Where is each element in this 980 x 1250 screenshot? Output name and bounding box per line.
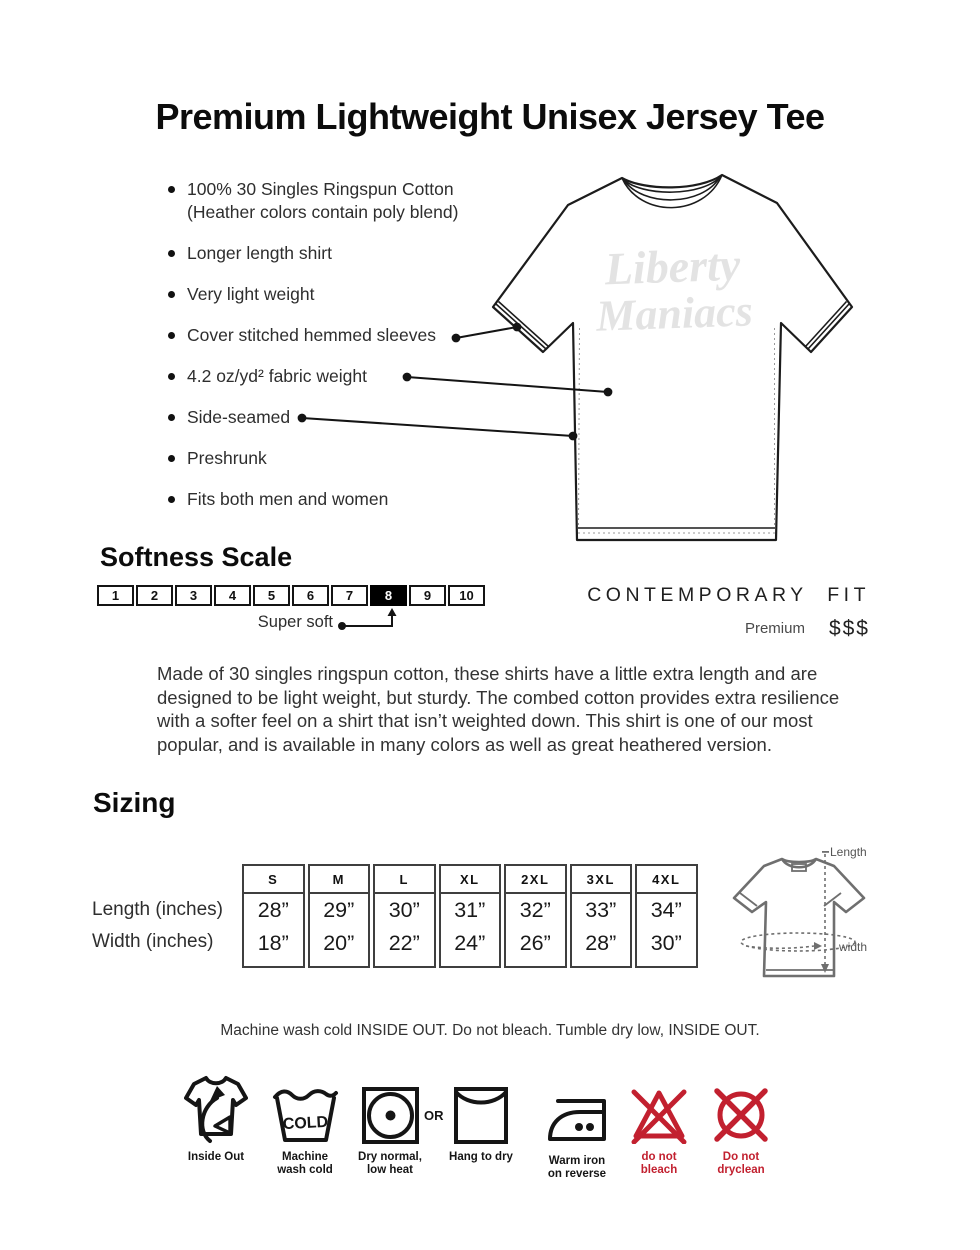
size-column-xl: XL 31” 24”	[439, 864, 502, 968]
do-not-dryclean-icon	[711, 1086, 771, 1144]
size-column-4xl: 4XL 34” 30”	[635, 864, 698, 968]
width-row-label: Width (inches)	[92, 931, 214, 952]
bullet-icon	[168, 414, 175, 421]
tier-label: Premium	[744, 620, 805, 637]
page-title: Premium Lightweight Unisex Jersey Tee	[155, 96, 825, 138]
do-not-bleach-icon	[630, 1084, 688, 1144]
sizing-table	[242, 864, 698, 968]
wash-cold-icon	[272, 1086, 339, 1144]
brand-watermark	[594, 239, 753, 341]
super-soft-label: Super soft	[257, 613, 333, 631]
scale-level-10: 10	[448, 585, 485, 606]
feature-item: Longer length shirt	[168, 242, 470, 265]
super-soft-arrow-icon	[337, 606, 399, 632]
sizing-heading: Sizing	[93, 787, 176, 818]
care-hang-to-dry	[445, 1074, 517, 1164]
scale-level-3: 3	[175, 585, 212, 606]
care-label: Hang to dry	[449, 1151, 513, 1163]
care-warm-iron	[538, 1074, 616, 1180]
callout-lines	[299, 324, 612, 440]
tumble-dry-icon	[362, 1087, 419, 1144]
care-label: Inside Out	[187, 1151, 245, 1163]
scale-level-8-selected: 8	[370, 585, 407, 606]
bullet-icon	[168, 496, 175, 503]
length-row-label: Length (inches)	[92, 899, 223, 920]
feature-item: Cover stitched hemmed sleeves	[168, 324, 470, 347]
hang-dry-icon	[454, 1087, 508, 1144]
bullet-icon	[168, 186, 175, 193]
bullet-icon	[168, 291, 175, 298]
svg-text:Length: Length	[830, 845, 867, 859]
feature-item: Fits both men and women	[168, 488, 470, 511]
feature-item: Side-seamed	[168, 406, 470, 429]
bullet-icon	[168, 373, 175, 380]
iron-icon	[546, 1098, 608, 1144]
care-label: Do not dryclean	[717, 1151, 765, 1176]
bullet-icon	[168, 455, 175, 462]
feature-item: 4.2 oz/yd² fabric weight	[168, 365, 470, 388]
care-inside-out	[176, 1074, 256, 1164]
scale-level-6: 6	[292, 585, 329, 606]
scale-level-9: 9	[409, 585, 446, 606]
product-description: Made of 30 singles ringspun cotton, these shirts have a little extra length and are designed to be light weight, but sturdy. The combed cotton provides extra resilience with a softer feel on a shirt that isn’t weighted down. This shirt is one of our most popular, and is available in many colors as well as great heathered version.	[157, 663, 840, 755]
size-column-s: S 28” 18”	[242, 864, 305, 968]
scale-level-5: 5	[253, 585, 290, 606]
svg-text:COLD: COLD	[281, 1113, 329, 1134]
price-symbols: $$$	[828, 617, 870, 640]
svg-text:width: width	[839, 940, 868, 954]
feature-item: Very light weight	[168, 283, 470, 306]
svg-text:Liberty: Liberty	[603, 238, 742, 295]
care-label: Machine wash cold	[277, 1151, 333, 1176]
care-do-not-bleach	[622, 1074, 696, 1176]
fit-block	[580, 584, 870, 641]
scale-level-4: 4	[214, 585, 251, 606]
size-column-l: L 30” 22”	[373, 864, 436, 968]
size-column-3xl: 3XL 33” 28”	[570, 864, 633, 968]
softness-heading: Softness Scale	[100, 542, 293, 572]
care-label: Warm iron on reverse	[547, 1155, 607, 1180]
feature-item: Preshrunk	[168, 447, 470, 470]
measurement-diagram	[722, 836, 882, 986]
size-column-m: M 29” 20”	[308, 864, 371, 968]
bullet-icon	[168, 332, 175, 339]
softness-scale	[97, 585, 487, 606]
care-label: do not bleach	[640, 1151, 678, 1176]
fit-label: CONTEMPORARY FIT	[587, 584, 870, 606]
care-instructions: Machine wash cold INSIDE OUT. Do not bleach. Tumble dry low, INSIDE OUT.	[220, 1022, 760, 1039]
scale-level-1: 1	[97, 585, 134, 606]
care-machine-wash-cold	[265, 1074, 345, 1176]
care-dry-normal	[352, 1074, 428, 1176]
inside-out-icon	[184, 1074, 248, 1144]
care-do-not-dryclean	[704, 1074, 778, 1176]
or-label: OR	[424, 1108, 444, 1123]
scale-level-7: 7	[331, 585, 368, 606]
feature-item: 100% 30 Singles Ringspun Cotton (Heather colors contain poly blend)	[168, 178, 470, 224]
tshirt-illustration	[290, 160, 865, 560]
size-column-2xl: 2XL 32” 26”	[504, 864, 567, 968]
scale-level-2: 2	[136, 585, 173, 606]
bullet-icon	[168, 250, 175, 257]
svg-text:Maniacs: Maniacs	[595, 286, 754, 341]
care-label: Dry normal, low heat	[358, 1151, 422, 1176]
